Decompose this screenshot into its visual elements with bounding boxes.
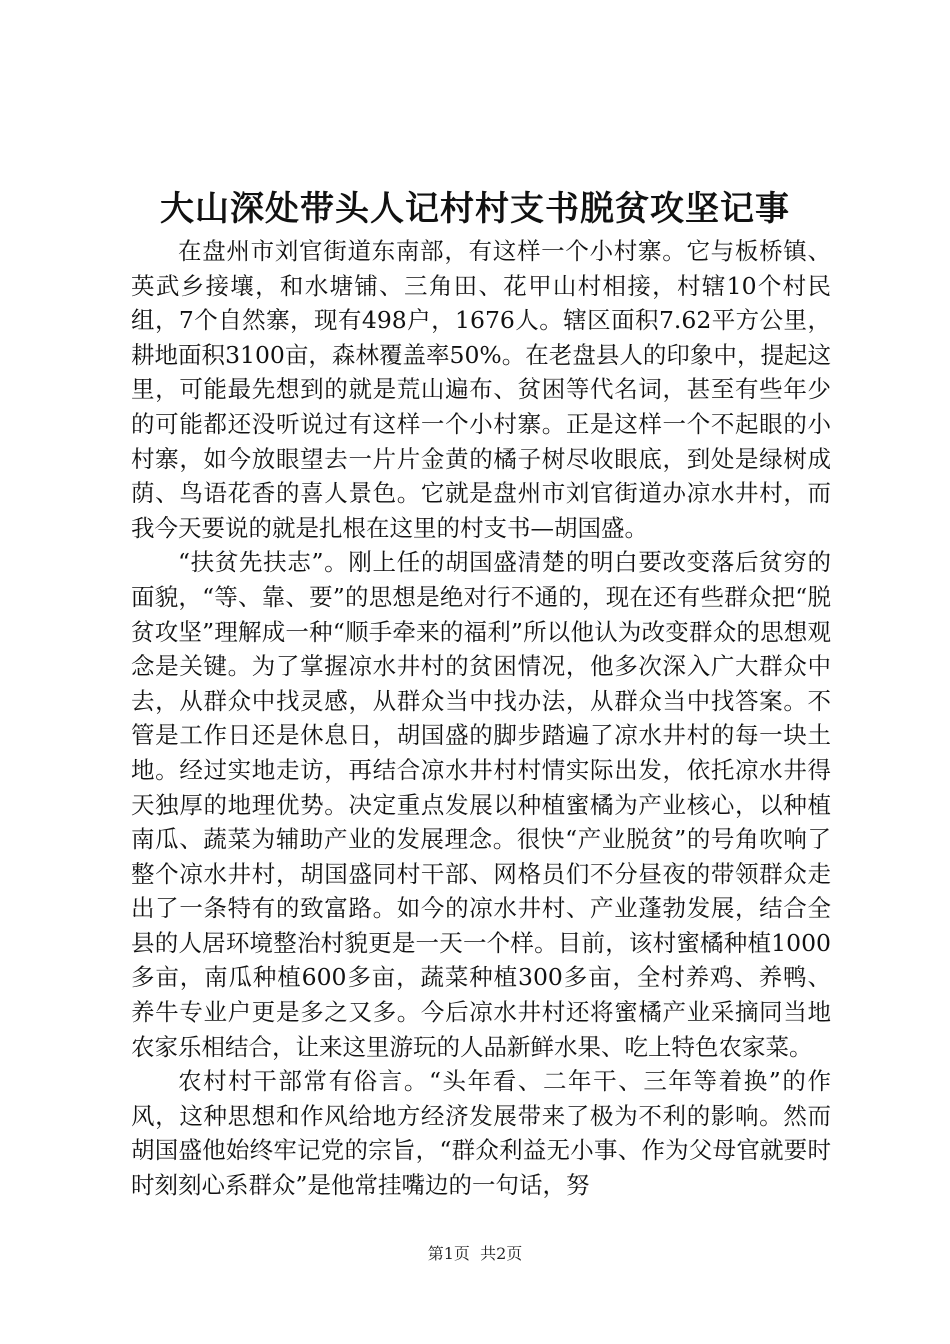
paragraph-3: 农村村干部常有俗言。“头年看、二年干、三年等着换”的作风，这种思想和作风给地方经济发展带来了极为不利的影响。然而胡国盛他始终牢记党的宗旨，“群众利益无小事、作为父母官就要时时刻刻心系群众”是他常挂嘴边的一句话，努 [131,1067,831,1200]
page-number: 第1页 共2页 [427,1244,523,1263]
paragraph-2: “扶贫先扶志”。刚上任的胡国盛清楚的明白要改变落后贫穷的面貌，“等、靠、要”的思想是绝对行不通的，现在还有些群众把“脱贫攻坚”理解成一种“顺手牵来的福利”所以他认为改变群众的思想观念是关键。为了掌握凉水井村的贫困情况，他多次深入广大群众中去，从群众中找灵感，从群众当中找办法，从群众当中找答案。不管是工作日还是休息日，胡国盛的脚步踏遍了凉水井村的每一块土地。经过实地走访，再结合凉水井村村情实际出发，依托凉水井得天独厚的地理优势。决定重点发展以种植蜜橘为产业核心，以种植南瓜、蔬菜为辅助产业的发展理念。很快“产业脱贫”的号角吹响了整个凉水井村，胡国盛同村干部、网格员们不分昼夜的带领群众走出了一条特有的致富路。如今的凉水井村、产业蓬勃发展，结合全县的人居环境整治村貌更是一天一个样。目前，该村蜜橘种植1000多亩，南瓜种植600多亩，蔬菜种植300多亩，全村养鸡、养鸭、养牛专业户更是多之又多。今后凉水井村还将蜜橘产业采摘同当地农家乐相结合，让来这里游玩的人品新鲜水果、吃上特色农家菜。 [131,548,831,1061]
document-title: 大山深处带头人记村村支书脱贫攻坚记事 [160,189,790,229]
document-body [131,234,831,1203]
paragraph-1: 在盘州市刘官街道东南部，有这样一个小村寨。它与板桥镇、英武乡接壤，和水塘铺、三角田、花甲山村相接，村辖10个村民组，7个自然寨，现有498户，1676人。辖区面积7.62平方公里，耕地面积3100亩，森林覆盖率50%。在老盘县人的印象中，提起这里，可能最先想到的就是荒山遍布、贫困等代名词，甚至有些年少的可能都还没听说过有这样一个小村寨。正是这样一个不起眼的小村寨，如今放眼望去一片片金黄的橘子树尽收眼底，到处是绿树成荫、鸟语花香的喜人景色。它就是盘州市刘官街道办凉水井村，而我今天要说的就是扎根在这里的村支书—胡国盛。 [131,237,831,542]
page-footer [0,1243,950,1265]
